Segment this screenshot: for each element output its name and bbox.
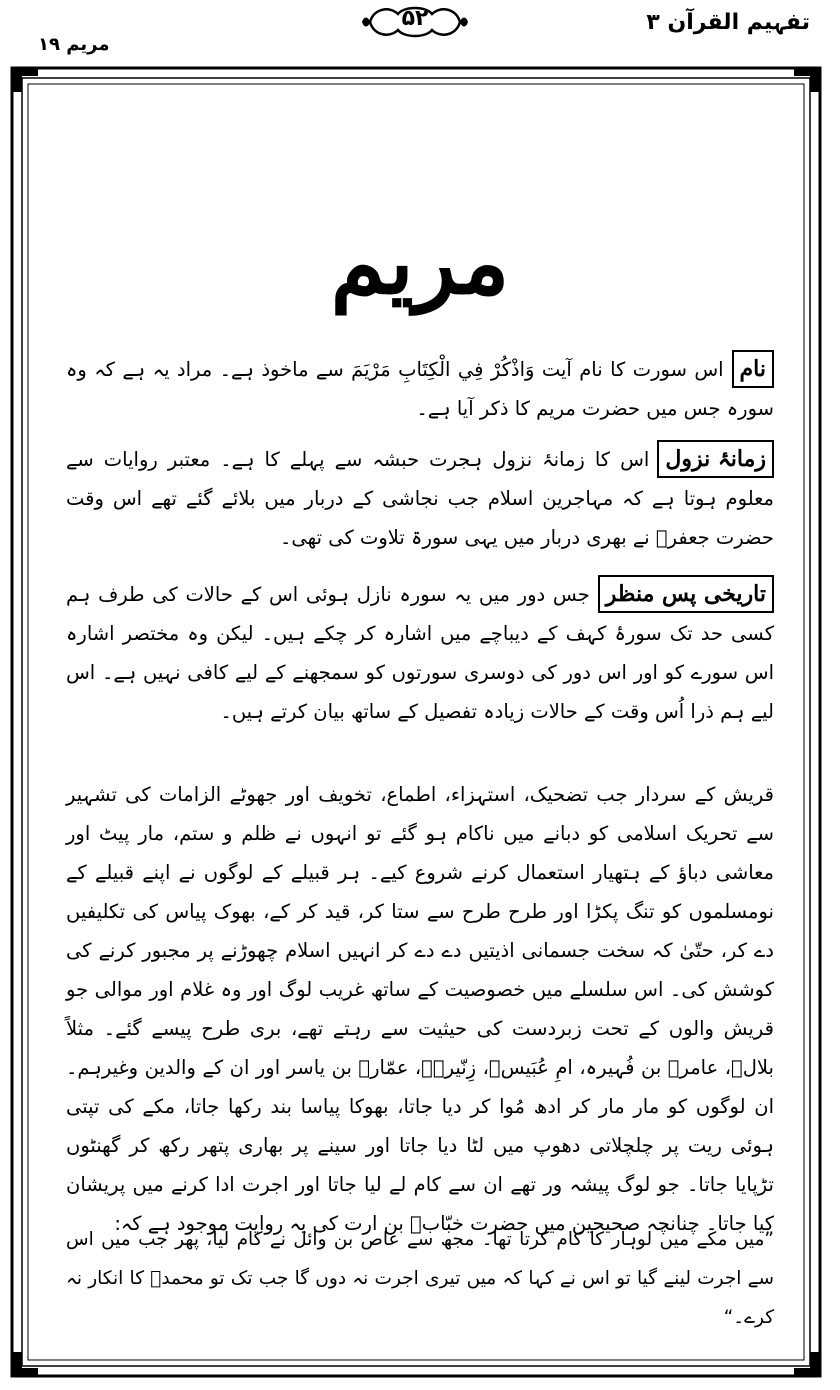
main-content xyxy=(66,70,774,1328)
section-background xyxy=(66,575,774,731)
label-background: تاریخی پس منظر xyxy=(598,575,774,613)
surah-reference: مریم ۱۹ xyxy=(38,34,110,55)
name-text: اس سورت کا نام آیت وَاذْكُرْ فِي الْكِتَابِ مَرْيَمَ سے ماخوذ ہے۔ مراد یہ ہے کہ وہ سورہ جس میں حضرت مریم کا ذکر آیا ہے۔ xyxy=(66,358,774,420)
label-name: نام xyxy=(732,350,774,388)
label-revelation: زمانۂ نزول xyxy=(657,440,774,478)
surah-title: مریم xyxy=(330,210,510,314)
page-number: ۵۲ xyxy=(401,6,429,31)
section-revelation xyxy=(66,440,774,557)
page-header xyxy=(0,0,840,62)
background-text: جس دور میں یہ سورہ نازل ہوئی اس کے حالات کی طرف ہم کسی حد تک سورۂ کہف کے دیباچے میں اشارہ کر چکے ہیں۔ لیکن وہ مختصر اشارہ اس سورے کو اور اس دور کی دوسری سورتوں کو سمجھنے کے لیے کافی نہیں ہے۔ اس لیے ہم ذرا اُس وقت کے حالات زیادہ تفصیل کے ساتھ بیان کرتے ہیں۔ xyxy=(66,583,774,723)
page-number-badge xyxy=(360,2,470,42)
hadith-quote: ”میں مکے میں لوہار کا کام کرتا تھا۔ مجھ سے عاص بن وائل نے کام لیا، پھر جب میں اس سے اجرت لینے گیا تو اس نے کہا کہ میں تیری اجرت نہ دوں گا جب تک تو محمدؐ کا انکار نہ کرے۔“ xyxy=(66,1229,774,1328)
revelation-text: اس کا زمانۂ نزول ہجرت حبشہ سے پہلے کا ہے۔ معتبر روایات سے معلوم ہوتا ہے کہ مہاجرین اسلام جب نجاشی کے دربار میں بلائے گئے تھے اس وقت حضرت جعفرؓ نے بھری دربار میں یہی سورۃ تلاوت کی تھی۔ xyxy=(66,448,774,549)
main-paragraph: قریش کے سردار جب تضحیک، استہزاء، اطماع، تخویف اور جھوٹے الزامات کی تشہیر سے تحریک اسلامی کو دبانے میں ناکام ہو گئے تو انہوں نے ظلم و ستم، مار پیٹ اور معاشی دباؤ کے ہتھیار استعمال کرنے شروع کیے۔ ہر قبیلے کے لوگوں نے اپنے قبیلے کے نومسلموں کو تنگ پکڑا اور طرح طرح سے ستا کر، قید کر کے، بھوک پیاس کی تکلیفیں دے کر، حتّیٰ کہ سخت جسمانی اذیتیں دے دے کر انہیں اسلام چھوڑنے پر مجبور کرنے کی کوشش کی۔ اس سلسلے میں خصوصیت کے ساتھ غریب لوگ اور وہ غلام اور موالی جو قریش والوں کے تحت زبردست کی حیثیت سے رہتے تھے، بری طرح پیسے گئے۔ مثلاً بلالؓ، عامرؓ بن فُہیرہ، امِ عُبَیسؓ، زِنّیرہؓ، عمّارؓ بن یاسر اور ان کے والدین وغیرہم۔ ان لوگوں کو مار مار کر ادھ مُوا کر دیا جاتا، بھوکا پیاسا بند رکھا جاتا، مکے کی تپتی ہوئی ریت پر چلچلاتی دھوپ میں لٹا دیا جاتا اور سینے پر بھاری پتھر رکھ کر گھنٹوں تڑپایا جاتا۔ جو لوگ پیشہ ور تھے ان سے کام لے لیا جاتا اور اجرت ادا کرنے میں پریشان کیا جاتا۔ چنانچہ صحیحین میں حضرت خبّابؓ بن ارت کی یہ روایت موجود ہے کہ: xyxy=(66,783,774,1235)
book-title: تفہیم القرآن ۳ xyxy=(646,10,810,35)
section-name xyxy=(66,350,774,428)
